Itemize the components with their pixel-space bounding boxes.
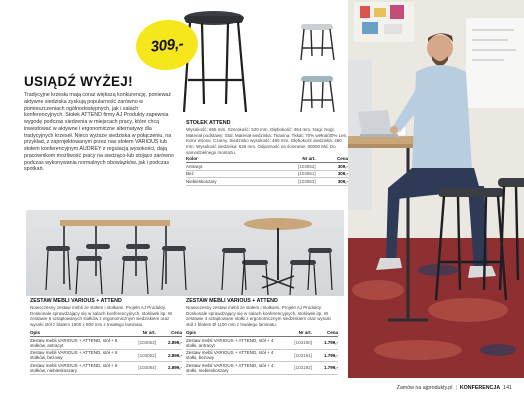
col-desc: Opis [186, 330, 282, 337]
row-price: 309,- [320, 178, 348, 186]
office-scene-illustration [348, 0, 524, 378]
table-row [186, 163, 348, 171]
row-art: [103191] [282, 349, 316, 362]
col-art: Nr art. [126, 330, 160, 337]
col-color: Kolor [186, 156, 264, 163]
set-b-price-table [186, 330, 338, 375]
stool-title: STOŁEK ATTEND [186, 120, 231, 126]
col-art: Nr art. [264, 156, 319, 163]
col-price: Cena [160, 330, 182, 337]
table-row [186, 349, 338, 362]
col-art: Nr art. [282, 330, 316, 337]
col-price: Cena [316, 330, 338, 337]
set-a-title: ZESTAW MEBLI VARIOUS + ATTEND [30, 298, 122, 304]
stool-description: Wysokość: 655 mm. Szerokość: 520 mm. Głębokość: 464 mm. Nogi: Nogi: Materiał podstawy: Stal. Materiał siedziska: Tkanina. Tkkat: 70% wełna/30% Len. Kolor wsosu: Czarny. Siedzisko wysokość: 460 mm. Głębokość siedziska: 460 mm. Wysokość siedziska: 625 mm. Odporność na ścieranie: 50000 Md. Do samodzielnego montażu. [186, 127, 348, 155]
row-color: Beż [186, 170, 264, 178]
row-desc: Zestaw mebli VARIOUS + ATTEND, stół + 6 stołków, niebieskoszary [30, 362, 126, 375]
intro-paragraph: Tradycyjne krzesła mają coraz większą konkurencję, ponieważ aktywne siedziska zyskują popularność zarówno w pomieszczeniach ogólnodostępnych, jak i salach konferencyjnych. Stołek ATTEND firmy AJ Produkty zapewnia wygodę podczas siedzenia w miejscach pracy, które chcą inwestować w aktywne i ergonomiczne alternatywy dla tradycyjnych krzeseł. Nieco wyższe siedziska w połączeniu, na przykład, z zaprojektowanym przez nas stołem VARIOUS lub stołem konferencyjnym AUDREY z regulacją wysokości, dają pracownikom możliwość pracy na siedząco-lub stojąco zarówno podczas wykonywania normalnych obowiązków, jak i podczas spotkań. [24, 92, 174, 173]
table-row [186, 178, 348, 186]
row-price: 1.799,- [316, 362, 338, 375]
stool-price-table [186, 156, 348, 186]
table-row [30, 349, 182, 362]
page-headline: USIĄDŹ WYŻEJ! [24, 74, 133, 89]
footer-separator: | [455, 385, 457, 391]
stool-thumb-blue [296, 72, 338, 114]
row-color: Antracyt [186, 163, 264, 171]
set-a-description: Nowoczesny zestaw mebli ze stołem i stołkami. Projekt AJ Produkty. Doskonale sprawdzający się w salach konferencyjnych, stołówek itp. W zestawie 6 sztaplowanych stołków z ergonomicznym siedziskiem oraz wysoki stół z blatem 1800 x 800 mm z trwałego laminatu. [30, 305, 173, 327]
row-art: [103951] [264, 170, 319, 178]
furniture-set-illustration [26, 210, 344, 296]
set-a-price-table [30, 330, 182, 375]
stool-thumb-beige [296, 20, 338, 62]
page-footer [397, 385, 512, 391]
row-art: [103953] [264, 178, 319, 186]
row-desc: Zestaw mebli VARIOUS + ATTEND, stół + 6 stołków, beżowy [30, 349, 126, 362]
table-row [186, 362, 338, 375]
row-price: 309,- [320, 170, 348, 178]
row-art: [103053] [126, 337, 160, 350]
stool-photo-main [180, 8, 250, 118]
price-badge-value: 309,- [149, 34, 185, 56]
row-price: 2.899,- [160, 349, 182, 362]
table-row [186, 337, 338, 350]
footer-page-number: 141 [503, 385, 512, 391]
col-price: Cena [320, 156, 348, 163]
furniture-set-photo [26, 210, 344, 296]
row-art: [103192] [282, 362, 316, 375]
table-row [30, 362, 182, 375]
row-art: [103952] [264, 163, 319, 171]
footer-site: Zamów na ajprodukty.pl [396, 385, 453, 391]
set-b-title: ZESTAW MEBLI VARIOUS + ATTEND [186, 298, 278, 304]
footer-section: KONFERENCJA [459, 385, 501, 391]
set-b-description: Nowoczesny zestaw mebli ze stołem i stołkami. Projekt AJ Produkty. Doskonale sprawdzający się w salach konferencyjnych, stołówek itp. W zestawie 4 sztaplowane stołki z ergonomicznym siedziskiem oraz wysoki stół z blatem Ø 1100 mm z trwałego laminatu. [186, 305, 331, 327]
row-art: [103054] [126, 362, 160, 375]
row-color: Niebieskoszary [186, 178, 264, 186]
col-desc: Opis [30, 330, 126, 337]
row-price: 309,- [320, 163, 348, 171]
row-desc: Zestaw mebli VARIOUS + ATTEND, stół + 4 stołki, niebieskoszary [186, 362, 282, 375]
row-price: 2.899,- [160, 362, 182, 375]
lifestyle-photo [348, 0, 524, 378]
table-row [186, 170, 348, 178]
row-price: 1.799,- [316, 337, 338, 350]
table-row [30, 337, 182, 350]
row-art: [103190] [282, 337, 316, 350]
row-price: 1.799,- [316, 349, 338, 362]
row-art: [103052] [126, 349, 160, 362]
row-desc: Zestaw mebli VARIOUS + ATTEND, stół + 4 stołki, antracyt [186, 337, 282, 350]
row-desc: Zestaw mebli VARIOUS + ATTEND, stół + 6 stołków, antracyt [30, 337, 126, 350]
row-desc: Zestaw mebli VARIOUS + ATTEND, stół + 4 stołki, beżowy [186, 349, 282, 362]
row-price: 2.899,- [160, 337, 182, 350]
